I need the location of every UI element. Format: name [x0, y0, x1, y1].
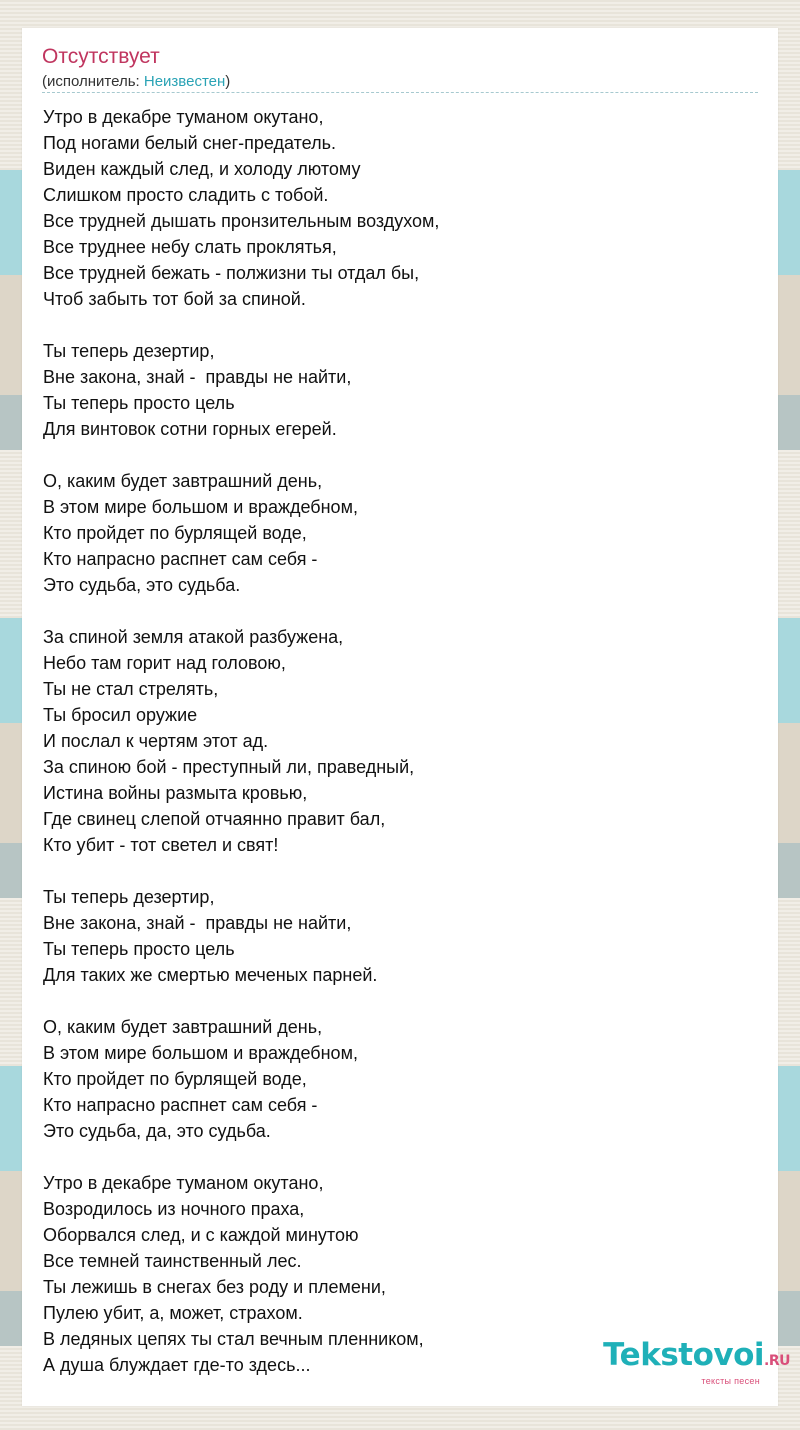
- artist-line: [42, 72, 230, 92]
- lyrics-line: Утро в декабре туманом окутано,: [43, 1173, 324, 1193]
- lyrics-line: В этом мире большом и враждебном,: [43, 497, 358, 517]
- lyrics-line: Это судьба, это судьба.: [43, 575, 241, 595]
- lyrics-line: И послал к чертям этот ад.: [43, 731, 269, 751]
- lyrics-text: [43, 104, 743, 1378]
- lyrics-line: Кто пройдет по бурлящей воде,: [43, 523, 307, 543]
- song-title: Отсутствует: [42, 45, 160, 68]
- lyrics-line: Все трудней бежать - полжизни ты отдал бы,: [43, 263, 420, 283]
- lyrics-line: Кто напрасно распнет сам себя -: [43, 549, 318, 569]
- lyrics-stanza: [43, 1014, 743, 1144]
- lyrics-line: Истина войны размыта кровью,: [43, 783, 308, 803]
- lyrics-line: Ты бросил оружие: [43, 705, 198, 725]
- lyrics-line: Оборвался след, и с каждой минутою: [43, 1225, 359, 1245]
- lyrics-line: Все темней таинственный лес.: [43, 1251, 302, 1271]
- lyrics-stanza: [43, 884, 743, 988]
- lyrics-line: Ты теперь дезертир,: [43, 341, 215, 361]
- lyrics-line: Утро в декабре туманом окутано,: [43, 107, 324, 127]
- lyrics-line: В ледяных цепях ты стал вечным пленником,: [43, 1329, 424, 1349]
- lyrics-line: За спиной земля атакой разбужена,: [43, 627, 344, 647]
- lyrics-line: В этом мире большом и враждебном,: [43, 1043, 358, 1063]
- lyrics-line: Слишком просто сладить с тобой.: [43, 185, 329, 205]
- lyrics-line: Небо там горит над головою,: [43, 653, 286, 673]
- lyrics-line: Ты теперь просто цель: [43, 393, 235, 413]
- lyrics-line: Для винтовок сотни горных егерей.: [43, 419, 337, 439]
- lyrics-line: Это судьба, да, это судьба.: [43, 1121, 271, 1141]
- lyrics-line: Пулею убит, а, может, страхом.: [43, 1303, 303, 1323]
- lyrics-line: Все труднее небу слать проклятья,: [43, 237, 337, 257]
- logo-tagline: тексты песен: [701, 1376, 760, 1386]
- lyrics-line: За спиною бой - преступный ли, праведный,: [43, 757, 415, 777]
- lyrics-stanza: [43, 338, 743, 442]
- artist-link[interactable]: Неизвестен: [143, 73, 226, 90]
- lyrics-line: Кто напрасно распнет сам себя -: [43, 1095, 318, 1115]
- lyrics-stanza: [43, 468, 743, 598]
- lyrics-card: [22, 28, 778, 1406]
- lyrics-line: Чтоб забыть тот бой за спиной.: [43, 289, 306, 309]
- lyrics-line: Ты теперь просто цель: [43, 939, 235, 959]
- artist-suffix: ): [225, 73, 231, 90]
- lyrics-line: Вне закона, знай - правды не найти,: [43, 367, 352, 387]
- logo-tld: .RU: [764, 1353, 790, 1369]
- artist-prefix: (исполнитель:: [42, 73, 144, 90]
- lyrics-stanza: [43, 104, 743, 312]
- lyrics-line: Возродилось из ночного праха,: [43, 1199, 305, 1219]
- lyrics-stanza: [43, 624, 743, 858]
- logo-wordmark: [603, 1338, 790, 1378]
- lyrics-line: Кто пройдет по бурлящей воде,: [43, 1069, 307, 1089]
- lyrics-line: О, каким будет завтрашний день,: [43, 471, 323, 491]
- lyrics-line: Ты не стал стрелять,: [43, 679, 219, 699]
- lyrics-line: А душа блуждает где-то здесь...: [43, 1355, 311, 1375]
- title-divider: [42, 92, 758, 93]
- lyrics-line: Ты лежишь в снегах без роду и племени,: [43, 1277, 386, 1297]
- lyrics-line: Кто убит - тот светел и свят!: [43, 835, 279, 855]
- lyrics-line: Ты теперь дезертир,: [43, 887, 215, 907]
- lyrics-line: Вне закона, знай - правды не найти,: [43, 913, 352, 933]
- lyrics-line: Для таких же смертью меченых парней.: [43, 965, 378, 985]
- lyrics-line: Где свинец слепой отчаянно правит бал,: [43, 809, 386, 829]
- lyrics-line: Виден каждый след, и холоду лютому: [43, 159, 361, 179]
- logo-name: Tekstovoi: [603, 1337, 765, 1373]
- lyrics-line: О, каким будет завтрашний день,: [43, 1017, 323, 1037]
- lyrics-line: Все трудней дышать пронзительным воздухом,: [43, 211, 440, 231]
- site-logo[interactable]: [603, 1338, 790, 1386]
- lyrics-line: Под ногами белый снег-предатель.: [43, 133, 336, 153]
